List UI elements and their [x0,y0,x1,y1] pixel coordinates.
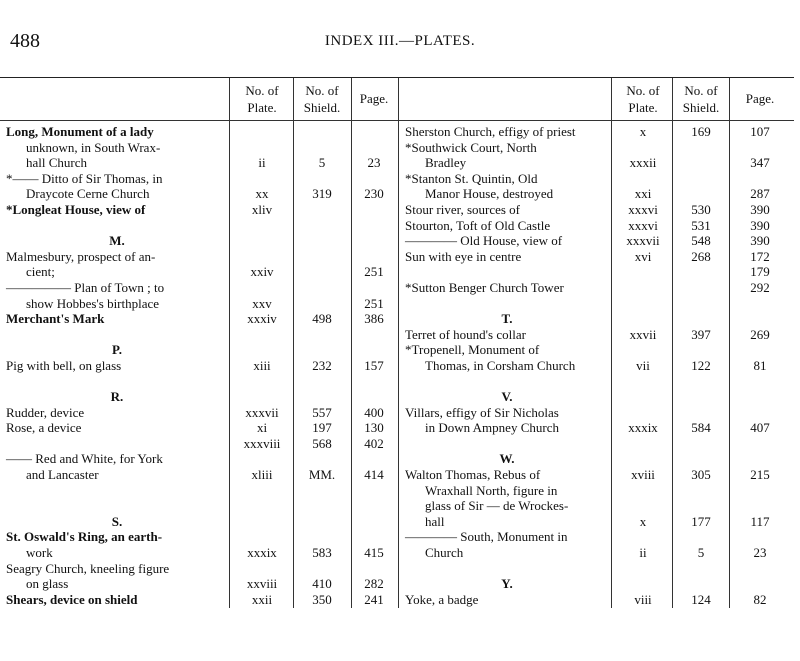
index-entry: S. [111,513,123,529]
plate-number: xxi [634,186,652,202]
page-ref: 269 [750,326,770,342]
plate-number: ii [258,155,266,171]
index-entry: show Hobbes's birthplace [26,295,160,311]
index-entry: *—— Ditto of Sir Thomas, in [6,170,163,186]
table-row [0,545,794,561]
plate-number: xxiv [250,264,274,280]
shield-number: 122 [691,357,711,373]
plate-number: xvi [634,248,652,264]
shield-number: 410 [312,576,332,592]
index-entry: Rudder, device [6,404,85,420]
page-ref: 407 [750,420,770,436]
page-ref: 402 [364,435,384,451]
index-entry: in Down Ampney Church [425,420,559,436]
index-entry: Manor House, destroyed [425,186,554,202]
index-entry: Wraxhall North, figure in [425,482,558,498]
index-entry: and Lancaster [26,467,99,483]
plate-number: xliii [251,467,273,483]
plate-number: xxxix [247,545,277,561]
table-row [0,389,794,405]
table-row [0,436,794,452]
col-header-plate-right: No. of Plate. [626,83,660,115]
table-row [0,358,794,374]
page-ref: 81 [753,357,767,373]
page-ref: 130 [364,420,384,436]
page-header [0,30,800,54]
index-entry: P. [112,342,122,358]
plate-number: vii [636,357,650,373]
plate-number: xxxvi [628,201,658,217]
page-ref: 157 [364,357,384,373]
plate-number: xiii [253,357,271,373]
page-ref: 386 [364,311,384,327]
shield-number: 177 [691,513,711,529]
shield-number: 197 [312,420,332,436]
index-entry: V. [501,389,513,405]
page-ref: 241 [364,591,384,607]
plate-number: x [639,124,647,139]
index-entry: Y. [501,576,513,592]
index-entry: cient; [26,264,55,280]
header-rule [0,120,794,121]
page-ref: 400 [364,404,384,420]
table-row [0,264,794,280]
plate-number: xxxii [629,155,657,171]
plate-number: xxxiv [247,311,277,327]
table-row [0,576,794,592]
plate-number: xx [255,186,269,202]
plate-number: xi [256,420,268,436]
index-entry: Seagry Church, kneeling figure [6,560,170,576]
table-row [0,218,794,234]
index-entry: Stourton, Toft of Old Castle [405,217,551,233]
table-row [0,311,794,327]
table-row [0,592,794,608]
table-row [0,296,794,312]
index-entry: Terret of hound's collar [405,326,526,342]
shield-number: 169 [691,124,711,139]
plate-number: xxii [251,591,273,607]
table-row [0,374,794,390]
shield-number: 319 [312,186,332,202]
col-header-shield-left: No. of Shield. [303,83,341,115]
shield-number: MM. [308,467,336,483]
plate-number: xviii [631,467,655,483]
table-row [0,467,794,483]
plate-number: xxviii [246,576,278,592]
col-header-page-left: Page. [359,91,389,106]
index-entry: Merchant's Mark [6,311,105,327]
page-ref: 117 [750,513,770,529]
index-entry: Sun with eye in centre [405,248,522,264]
plate-number: xxxvii [626,233,660,249]
shield-number: 584 [691,420,711,436]
plate-number: xxv [252,295,272,311]
page-ref: 23 [753,545,767,561]
table-row [0,171,794,187]
shield-number: 305 [691,467,711,483]
page-ref: 179 [750,264,770,280]
page-number: 488 [10,30,40,52]
index-entry: *Stanton St. Quintin, Old [405,170,538,186]
index-entry: Malmesbury, prospect of an- [6,248,156,264]
index-entry: unknown, in South Wrax- [26,139,161,155]
shield-number: 232 [312,357,332,373]
index-entry: Thomas, in Corsham Church [425,357,576,373]
page-ref: 287 [750,186,770,202]
page-ref: 415 [364,545,384,561]
table-row [0,155,794,171]
index-table [0,77,794,608]
shield-number: 568 [312,435,332,451]
col-header-page-right: Page. [745,91,775,106]
index-entry: R. [110,389,124,405]
index-entry: ———— South, Monument in [405,529,568,545]
shield-number: 5 [318,155,326,171]
table-row [0,202,794,218]
page-ref: 390 [750,201,770,217]
page-ref: 347 [750,155,770,171]
table-row [0,514,794,530]
page-ref: 251 [364,264,384,280]
index-entry: Draycote Cerne Church [26,186,150,202]
index-entry: —— Red and White, for York [6,451,163,467]
index-entry: hall [425,513,445,529]
index-entry: Pig with bell, on glass [6,357,122,373]
page-ref: 82 [753,591,767,607]
table-row [0,124,794,140]
page-ref: 172 [750,248,770,264]
index-entry: on glass [26,576,69,592]
plate-number: xliv [251,201,273,217]
table-row [0,420,794,436]
index-entry: Stour river, sources of [405,201,521,217]
table-row [0,327,794,343]
plate-number: viii [634,591,652,607]
table-row [0,529,794,545]
page-ref: 390 [750,233,770,249]
table-row [0,342,794,358]
table-row [0,249,794,265]
index-entry: Sherston Church, effigy of priest [405,124,576,139]
table-row [0,561,794,577]
index-entry: work [26,545,53,561]
shield-number: 583 [312,545,332,561]
plate-number: xxxvii [245,404,279,420]
index-entry: Church [425,545,464,561]
index-entry: *Longleat House, view of [6,201,146,217]
index-entry: Long, Monument of a lady [6,124,154,139]
plate-number: xxvii [629,326,657,342]
shield-number: 530 [691,201,711,217]
index-entry: T. [501,311,513,327]
index-entry: Walton Thomas, Rebus of [405,467,541,483]
plate-number: xxxviii [243,435,281,451]
page-ref: 215 [750,467,770,483]
plate-number: x [639,513,647,529]
shield-number: 557 [312,404,332,420]
index-entry: hall Church [26,155,88,171]
index-rows [0,124,794,607]
index-entry: *Tropenell, Monument of [405,342,540,358]
table-row [0,140,794,156]
table-row [0,233,794,249]
index-entry: glass of Sir — de Wrockes- [425,498,569,514]
shield-number: 350 [312,591,332,607]
table-row [0,451,794,467]
page-ref: 23 [367,155,381,171]
plate-number: xxxvi [628,217,658,233]
col-header-shield-right: No. of Shield. [682,83,720,115]
page-ref: 390 [750,217,770,233]
page-ref: 414 [364,467,384,483]
table-row [0,280,794,296]
index-entry: M. [109,233,125,249]
plate-number: xxxix [628,420,658,436]
page-ref: 230 [364,186,384,202]
shield-number: 397 [691,326,711,342]
index-entry: Villars, effigy of Sir Nicholas [405,404,559,420]
index-entry: *Sutton Benger Church Tower [405,279,564,295]
plate-number: ii [639,545,647,561]
index-entry: Rose, a device [6,420,82,436]
table-row [0,186,794,202]
page-title: INDEX III.—PLATES. [324,33,476,49]
index-entry: St. Oswald's Ring, an earth- [6,529,163,545]
table-row [0,483,794,499]
shield-number: 531 [691,217,711,233]
table-row [0,405,794,421]
page-ref: 251 [364,295,384,311]
shield-number: 124 [691,591,711,607]
index-entry: W. [499,451,515,467]
page-ref: 292 [750,279,770,295]
index-entry: Yoke, a badge [405,591,479,607]
shield-number: 548 [691,233,711,249]
index-entry: ————— Plan of Town ; to [6,279,165,295]
page-ref: 282 [364,576,384,592]
index-entry: ———— Old House, view of [405,233,563,249]
col-header-plate-left: No. of Plate. [245,83,279,115]
index-entry: Bradley [425,155,467,171]
shield-number: 5 [697,545,705,561]
index-entry: Shears, device on shield [6,591,138,607]
shield-number: 268 [691,248,711,264]
shield-number: 498 [312,311,332,327]
page-ref: 107 [750,124,770,139]
index-entry: *Southwick Court, North [405,139,537,155]
table-row [0,498,794,514]
